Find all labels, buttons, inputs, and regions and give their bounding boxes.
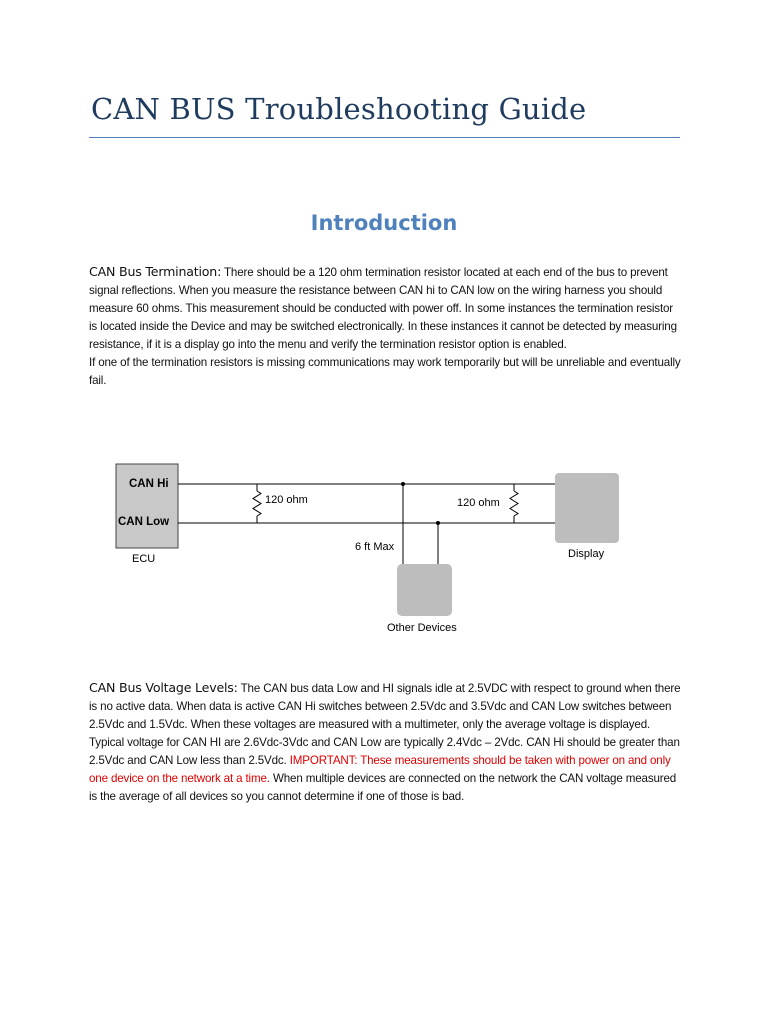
page-title: CAN BUS Troubleshooting Guide [91,92,587,126]
display-box [555,473,619,543]
other-devices-label: Other Devices [387,622,457,634]
ecu-box [116,464,178,548]
important-note: IMPORTANT: These measurements should be taken with power on and only one device on the network at a time. [89,754,671,785]
ecu-label: ECU [132,553,156,565]
termination-lead: CAN Bus Termination: [89,264,222,279]
stub-length-label: 6 ft Max [355,541,395,553]
termination-body-2: If one of the termination resistors is missing communications may work temporarily but will be unreliable and eventually fail. [89,356,681,387]
resistor-left-label: 120 ohm [265,494,308,506]
other-devices-box [397,564,452,616]
can-bus-diagram [100,456,640,641]
voltage-body-2: When multiple devices are connected on the network the CAN voltage measured is the average of all devices so you cannot determine if one of those is bad. [89,772,677,803]
ecu-can-low-label: CAN Low [118,516,170,528]
voltage-body: The CAN bus data Low and HI signals idle at 2.5VDC with respect to ground when there is no active data. When data is active CAN Hi switches between 2.5Vdc and 3.5Vdc and CAN Low switches between 2.5Vdc and 1.5Vdc. When these voltages are measured with a multimeter, only the average voltage is displayed. Typical voltage for CAN HI are 2.6Vdc-3Vdc and CAN Low are typically 2.4Vdc – 2Vdc. CAN Hi should be greater than 2.5Vdc and CAN Low less than 2.5Vdc. [89,682,681,767]
resistor-right-icon [510,491,518,516]
resistor-right-label: 120 ohm [457,497,500,509]
ecu-can-hi-label: CAN Hi [129,478,169,490]
resistor-left-icon [253,491,261,516]
title-rule [89,137,680,138]
display-label: Display [568,548,605,560]
section-heading: Introduction [310,211,458,235]
paragraph-termination [89,263,681,390]
termination-body: There should be a 120 ohm termination resistor located at each end of the bus to prevent signal reflections. When you measure the resistance between CAN hi to CAN low on the wiring harness you should measure 60 ohms. This measurement should be conducted with power off. In some instances the termination resistor is located inside the Device and may be switched electronically. In these instances it cannot be detected by measuring resistance, if it is a display go into the menu and verify the termination resistor option is enabled. [89,266,677,351]
voltage-lead: CAN Bus Voltage Levels: [89,680,238,695]
paragraph-voltage [89,679,681,806]
